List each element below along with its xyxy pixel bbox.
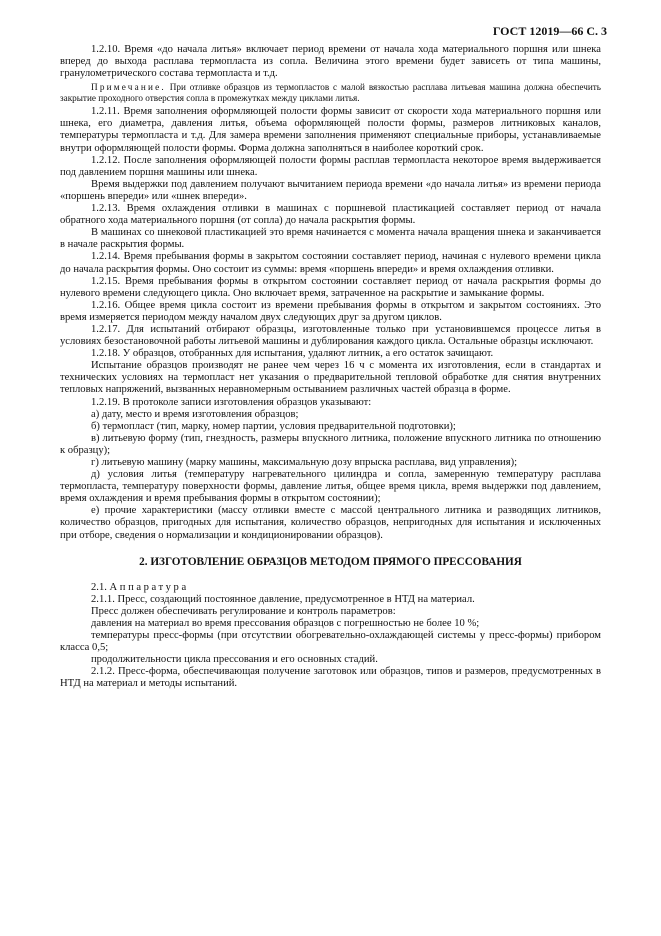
paragraphs-block-1 [60, 44, 601, 80]
paragraph: Испытание образцов производят не ранее чем через 16 ч с момента их изготовления, если в стандартах и технических условиях на термопласт нет указания о предварительной тепловой обработке для снятия внутренних тепловых напряжений, вызванных неравномерным остыванием различных частей образца в форме. [60, 360, 601, 396]
paragraph: 1.2.11. Время заполнения оформляющей полости формы зависит от скорости хода материального поршня или шнека, его диаметра, давления литья, объема оформляющей полости формы, размеров литниковых каналов, температуры термопласта и т.д. Для замера времени заполнения применяют специальные приборы, устанавливаемые внутри оформляющей полости формы. Форма должна заполняться в наиболее короткий срок. [60, 106, 601, 154]
document-page [60, 24, 607, 924]
list-item: д) условия литья (температуру нагревательного цилиндра и сопла, замеренную температуру расплава термопласта, температуру поверхности формы, давление литья, общее время цикла, время выдержки под давлением, время охлаждения и время пребывания формы в открытом состоянии); [60, 469, 601, 505]
paragraph: 2.1.1. Пресс, создающий постоянное давление, предусмотренное в НТД на материал. [91, 593, 475, 605]
paragraph: 1.2.12. После заполнения оформляющей полости формы расплав термопласта некоторое время выдерживается под давлением поршня машины или шнека. [60, 154, 601, 178]
subsection-heading [60, 582, 601, 594]
paragraph: температуры пресс-формы (при отсутствии обогревательно-охлаждающей системы у пресс-формы) прибором класса 0,5; [60, 630, 601, 654]
paragraph: Время выдержки под давлением получают вычитанием периода времени «до начала литья» из времени периода «поршень впереди» или «шнек впереди». [60, 178, 601, 202]
paragraph: 1.2.13. Время охлаждения отливки в машинах с поршневой пластикацией составляет период от начала обратного хода материального поршня (от сопла) до начала раскрытия формы. [60, 203, 601, 227]
list-item: в) литьевую форму (тип, гнездность, размеры впускного литника, положение впускного литника по отношению к образцу); [60, 432, 601, 456]
section-title: 2. ИЗГОТОВЛЕНИЕ ОБРАЗЦОВ МЕТОДОМ ПРЯМОГО ПРЕССОВАНИЯ [139, 555, 522, 568]
paragraph: продолжительности цикла прессования и его основных стадий. [91, 654, 378, 666]
note-text: При отливке образцов из термопластов с малой вязкостью расплава литьевая машина должна обеспечить закрытие проходного отверстия сопла в промежутках между циклами литья. [60, 82, 601, 104]
note-label: Примечание. [91, 82, 166, 93]
subsection-number: 2.1. [91, 581, 107, 593]
paragraph: 2.1.2. Пресс-форма, обеспечивающая получение заготовок или образцов, типов и размеров, предусмотренных в НТД на материал и методы испытаний. [60, 666, 601, 690]
list-item: а) дату, место и время изготовления образцов; [91, 408, 299, 420]
paragraph: 1.2.18. У образцов, отобранных для испытания, удаляют литник, а его остаток зачищают. [91, 348, 494, 360]
paragraph: 1.2.17. Для испытаний отбирают образцы, изготовленные только при установившемся процессе литья в условиях безостановочной работы литьевой машины и дублирования каждого цикла. Остальные образцы исключают. [60, 323, 601, 348]
list-item: г) литьевую машину (марку машины, максимальную дозу впрыска расплава, вид управления); [91, 457, 518, 468]
paragraph: 1.2.14. Время пребывания формы в закрытом состоянии составляет период, начиная с нулевого времени цикла до начала раскрытия формы. Оно состоит из суммы: время «поршень впереди» и время охлаждения отливки. [60, 251, 601, 275]
paragraphs-block-2 [60, 106, 601, 541]
list-item: б) термопласт (тип, марку, номер партии, условия предварительной подготовки); [91, 420, 456, 432]
paragraph: 1.2.10. Время «до начала литья» включает период времени от начала хода материального поршня или шнека вперед до выхода расплава термопласта из сопла. Величина этого времени будет зависеть от типа машины, гранулометрического состава термопласта и т.д. [60, 44, 601, 80]
note [60, 82, 601, 104]
paragraph: Пресс должен обеспечивать регулирование и контроль параметров: [91, 605, 396, 617]
subsection-title: Аппаратура [109, 581, 189, 593]
paragraph: давления на материал во время прессования образцов с погрешностью не более 10 %; [91, 617, 480, 629]
paragraphs-block-3 [60, 594, 601, 691]
paragraph: 1.2.19. В протоколе записи изготовления образцов указывают: [91, 396, 372, 408]
paragraph: 1.2.15. Время пребывания формы в открытом состоянии составляет период от начала раскрытия формы до нулевого времени следующего цикла. Оно включает время, затраченное на раскрытие и замыкание формы. [60, 275, 601, 299]
list-item: е) прочие характеристики (массу отливки вместе с массой центрального литника и разводящих литников, количество образцов, пригодных для испытания, количество образцов, непригодных для испытания и исключенных при отборе, сведения о нормализации и кондиционировании образцов). [60, 505, 601, 541]
paragraph: В машинах со шнековой пластикацией это время начинается с момента начала вращения шнека и заканчивается в начале раскрытия формы. [60, 227, 601, 251]
page-header: ГОСТ 12019—66 С. 3 [492, 24, 607, 38]
paragraph: 1.2.16. Общее время цикла состоит из времени пребывания формы в открытом и закрытом состояниях. Это время измеряется периодом между началом двух следующих друг за другом циклов. [60, 299, 601, 323]
